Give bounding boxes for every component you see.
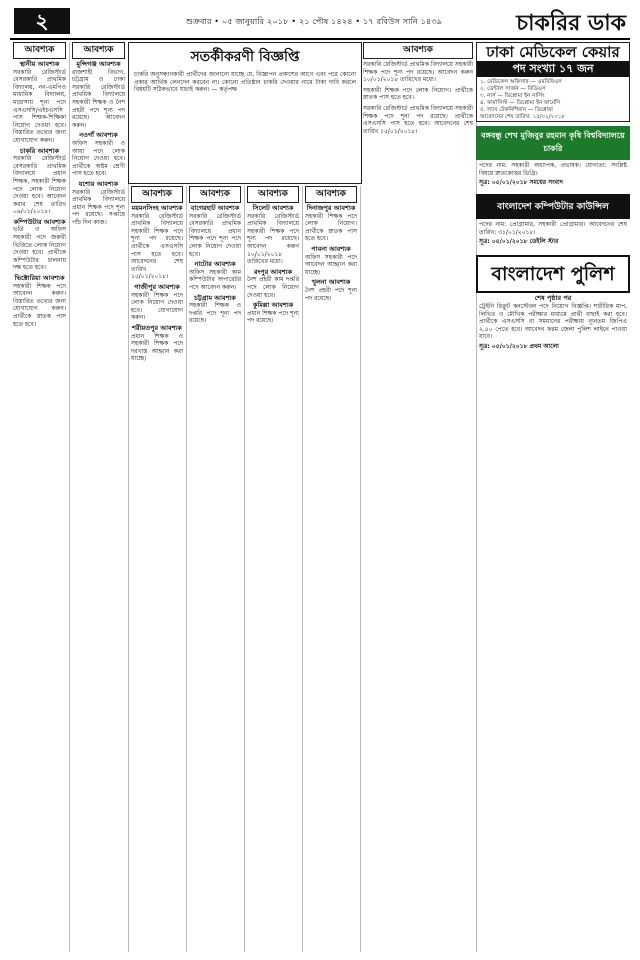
ad-text: নৈশ প্রহরী কাম দপ্তরি পদে লোক নিয়োগ দেওয়া হবে। [247, 276, 299, 299]
ad-title: স্থানীয় আবশ্যক [19, 60, 60, 68]
column-heading: আবশ্যক [363, 42, 473, 59]
ad-text: সরকারি রেজিস্টার্ড প্রাথমিক বিদ্যালয়ে সহকারী শিক্ষক পদে শূন্য পদ রয়েছে। প্রার্থীকে এসএসসি পাস হতে হবে। আবেদনের শেষ তারিখ ১৫/০১/২০১৮। [363, 104, 473, 135]
column-6 [302, 186, 361, 952]
column-body [69, 61, 128, 226]
ad-text: সহকারী শিক্ষক ও দপ্তরি পদে শূন্য পদ রয়েছে। [189, 302, 241, 325]
ad-title: ময়মনসিংহ আবশ্যক [131, 204, 183, 212]
column-heading: আবশ্যক [247, 186, 299, 203]
positions-table [477, 79, 629, 121]
ad-title: খুলনা আবশ্যক [311, 278, 351, 287]
ad-text: অফিস সহকারী কাম কম্পিউটার অপারেটর পদে আবেদন করুন। [189, 268, 241, 291]
ad-source: সূত্র: ০৫/০১/২০১৮ ডেইলি স্টার [479, 238, 559, 246]
warning-notice [128, 42, 362, 184]
ad-text: প্রধান শিক্ষক ও সহকারী শিক্ষক পদে দরখাস্ত আহ্বান করা যাচ্ছে। [131, 332, 183, 363]
table-row: ১. মেডিকেল অফিসার — এমবিবিএস [480, 79, 562, 85]
ad-title: কম্পিউটার আবশ্যক [13, 217, 66, 226]
ad-title: যশোর আবশ্যক [78, 179, 119, 188]
ad-source: সূত্র: ০৫/০১/২০১৮ সময়ের সংবাদ [479, 179, 563, 187]
police-subtitle: শেষ পৃষ্ঠার পর [534, 294, 572, 303]
ad-text: অফিস সহকারী ও আয়া পদে লোক নিয়োগ দেওয়া হবে। প্রার্থীকে অষ্টম শ্রেণী পাস হতে হবে। [72, 139, 125, 178]
ad-text: রাজশাহী বিভাগ, চট্টগ্রাম ও ঢাকা সরকারি রেজিস্টার্ড প্রাথমিক বিদ্যালয়ে সহকারী শিক্ষক ও নৈশ প্রহরী পদে শূন্য পদ রয়েছে। আবেদন করুন। [72, 68, 125, 129]
table-row: ৫. ল্যাব টেকনিশিয়ান — ডিপ্লোমা [480, 107, 553, 113]
page-number: ২ [14, 8, 70, 34]
ad-text: নৈশ প্রহরী পদে শূন্য পদ রয়েছে। [305, 286, 357, 302]
ad-title: গাজীপুর আবশ্যক [134, 282, 180, 291]
police-ad-text: ট্রেইনি রিক্রুট কনস্টেবল পদে নিয়োগ বিজ্ঞপ্তি। শারীরিক মাপ, লিখিত ও মৌখিক পরীক্ষার মাধ্যমে প্রার্থী বাছাই করা হবে। প্রার্থীকে এসএসসি বা সমমানের পরীক্ষায় ন্যূনতম জিপিএ ২.৫০ পেতে হবে। আবেদন ফরম জেলা পুলিশ লাইনে পাওয়া যাবে। [479, 302, 627, 341]
ad-text: সহকারী শিক্ষক পদে লোক নিয়োগ দেওয়া হবে। যোগাযোগ করুন। [131, 291, 183, 322]
notice-title: সতর্কীকরণী বিজ্ঞপ্তি [190, 49, 300, 65]
ad-title: সিলেট আবশ্যক [252, 204, 294, 212]
table-row: ২. ডেন্টাল সার্জন — বিডিএস [480, 86, 546, 92]
column-1 [10, 42, 70, 952]
notice-text: চাকরি অনুসন্ধানকারী প্রার্থীদের জানানো যাচ্ছে যে, বিজ্ঞাপন প্রকাশের আগে এবং পরে কোনো প্রকার আর্থিক লেনদেন করবেন না। কোনো প্রতিষ্ঠান চাকরি দেওয়ার নামে টাকা দাবি করলে বিষয়টি সঠিকভাবে যাচাই করুন। — কর্তৃপক্ষ [134, 71, 356, 94]
column-body [360, 61, 476, 135]
ad-title: চট্টগ্রাম আবশ্যক [194, 293, 236, 302]
table-row: ৪. ফার্মাসিস্ট — ডিপ্লোমা ইন ফার্মেসি [480, 100, 561, 106]
ad-text: সরকারি রেজিস্টার্ড প্রাথমিক বিদ্যালয়ে সহকারী শিক্ষক পদে শূন্য পদ রয়েছে। প্রার্থীকে এসএসসি পাস হতে হবে। আবেদনের শেষ তারিখ ১৫/০১/২০১৮। [131, 212, 183, 281]
ad-text: সরকারি রেজিস্টার্ড বেসরকারি প্রাথমিক বিদ্যালয়, নন-এমপিও মাধ্যমিক বিদ্যালয়, মাদ্রাসায় শূন্য পদে এসএসসি/এইচএসসি পাস শিক্ষক-শিক্ষিকা নিয়োগ দেওয়া হবে। বিস্তারিত তথ্যের জন্য যোগাযোগ করুন। [13, 68, 66, 144]
deadline-note: আবেদনের শেষ তারিখ: ১৫/০১/২০১৮ [480, 114, 565, 120]
column-body [10, 61, 69, 328]
column-heading: আবশ্যক [13, 42, 66, 59]
ad-subtitle: পদ সংখ্যা ১৭ জন [477, 61, 629, 77]
ad-text: সহকারী শিক্ষক পদে লোক নিয়োগ। প্রার্থীকে স্নাতক পাস হতে হবে। [363, 86, 473, 102]
ad-text: সহকারী শিক্ষক পদে আবেদন করুন। বিস্তারিত তথ্যের জন্য যোগাযোগ করুন। প্রার্থীকে স্নাতক পাস হতে হবে। [13, 282, 66, 328]
ad-title: নওগাঁ আবশ্যক [79, 131, 118, 140]
ad-title: নাটোর আবশ্যক [194, 260, 236, 269]
column-body [186, 205, 244, 325]
column-body [244, 205, 302, 325]
ad-text: সরকারি রেজিস্টার্ড প্রাথমিক বিদ্যালয়ে প্রধান শিক্ষক পদে শূন্য পদ রয়েছে। সপ্তাহে পাঁচ দিন কাজ। [72, 188, 125, 226]
ad-title: ঢাকা মেডিকেল কেয়ার [486, 43, 620, 61]
ad-title: বাগেরহাট আবশ্যক [190, 204, 240, 212]
column-heading: আবশ্যক [305, 186, 357, 203]
ad-title: রংপুর আবশ্যক [253, 267, 293, 276]
bsmrau-ad-title: বঙ্গবন্ধু শেখ মুজিবুর রহমান কৃষি বিশ্ববিদ্যালয়ে চাকরি [476, 126, 630, 160]
dateline: শুক্রবার • ০৫ জানুয়ারি ২০১৮ • ২১ পৌষ ১৪২৪ • ১৭ রবিউস সানি ১৪৩৯ [186, 17, 443, 26]
masthead: চাকরির ডাক [516, 10, 626, 36]
ad-text: সরকারি রেজিস্টার্ড বেসরকারি প্রাথমিক বিদ্যালয়ে প্রধান শিক্ষক, সহকারী শিক্ষক পদে লোক নিয়োগ দেওয়া হবে। আবেদন করার শেষ তারিখ ০৯/০১/২০১৮। [13, 155, 66, 216]
table-row: ৩. নার্স — ডিপ্লোমা ইন নার্সিং [480, 93, 545, 99]
right-column [476, 42, 630, 952]
ad-text: সরকারি রেজিস্টার্ড প্রাথমিক বিদ্যালয়ে সহকারী শিক্ষক পদে শূন্য পদ রয়েছে। আবেদন করুন ১০/০১/২০১৮ তারিখের মধ্যে। [363, 61, 473, 84]
ad-title: দিনাজপুর আবশ্যক [306, 204, 356, 212]
column-heading: আবশ্যক [189, 186, 241, 203]
column-4 [186, 186, 245, 952]
ad-title: চাকরি আবশ্যক [19, 146, 60, 155]
ad-title: ভিক্টোরিয়া আবশ্যক [14, 274, 65, 283]
ad-title: পাবনা আবশ্যক [311, 244, 351, 253]
ad-text: অফিস সহকারী পদে আবেদন আহ্বান করা যাচ্ছে। [305, 253, 357, 276]
ad-text: সরকারি রেজিস্টার্ড বেসরকারি প্রাথমিক বিদ্যালয়ে প্রধান শিক্ষক পদে শূন্য পদে লোক নিয়োগ দেওয়া হবে। [189, 212, 241, 258]
police-ad-subtitle [476, 295, 630, 303]
ad-title: মুন্সিগঞ্জ আবশ্যক [76, 60, 121, 68]
column-3 [128, 186, 187, 952]
ad-title: কুমিল্লা আবশ্যক [252, 301, 294, 310]
column-body [128, 205, 186, 363]
ad-title: শরীয়তপুর আবশ্যক [132, 323, 182, 332]
bsmrau-ad-text: পদের নাম: সহকারী অধ্যাপক, প্রভাষক। যোগ্যতা: সংশ্লিষ্ট বিষয়ে স্নাতকোত্তর ডিগ্রি। [479, 162, 627, 177]
column-body [302, 205, 360, 302]
column-2 [69, 42, 129, 952]
page-header [10, 6, 630, 40]
ad-text: ভর্তি ও অফিস সহকারী পদে জরুরী ভিত্তিতে লোক নিয়োগ দেওয়া হবে। প্রার্থীকে কম্পিউটার চালনায় দক্ষ হতে হবে। [13, 226, 66, 272]
column-7 [360, 42, 477, 952]
dhaka-medical-care-ad [476, 42, 630, 122]
ad-source: সূত্র: ০৫/০১/২০১৮ প্রথম আলো [479, 342, 559, 350]
ad-text: সহকারী শিক্ষক পদে লোক নিয়োগ। প্রার্থীকে স্নাতক পাস হতে হবে। [305, 212, 357, 243]
column-heading: আবশ্যক [72, 42, 125, 59]
bcc-ad-text: পদের নাম: প্রোগ্রামার, সহকারী প্রোগ্রামার। আবেদনের শেষ তারিখ: ৩১/০১/২০১৮। [479, 221, 627, 236]
bangladesh-police-ad-title: বাংলাদেশ পুলিশ [476, 255, 630, 293]
column-heading: আবশ্যক [131, 186, 183, 203]
ad-text: সরকারি রেজিস্টার্ড প্রাথমিক বিদ্যালয়ে সহকারী শিক্ষক পদে শূন্য পদ রয়েছে। আবেদন করুন ১০/০১/২০১৮ তারিখের মধ্যে। [247, 212, 299, 266]
bcc-ad-title: বাংলাদেশ কম্পিউটার কাউন্সিল [476, 194, 630, 219]
ad-text: প্রধান শিক্ষক পদে শূন্য পদ রয়েছে। [247, 309, 299, 325]
classified-columns [10, 42, 630, 952]
column-5 [244, 186, 303, 952]
